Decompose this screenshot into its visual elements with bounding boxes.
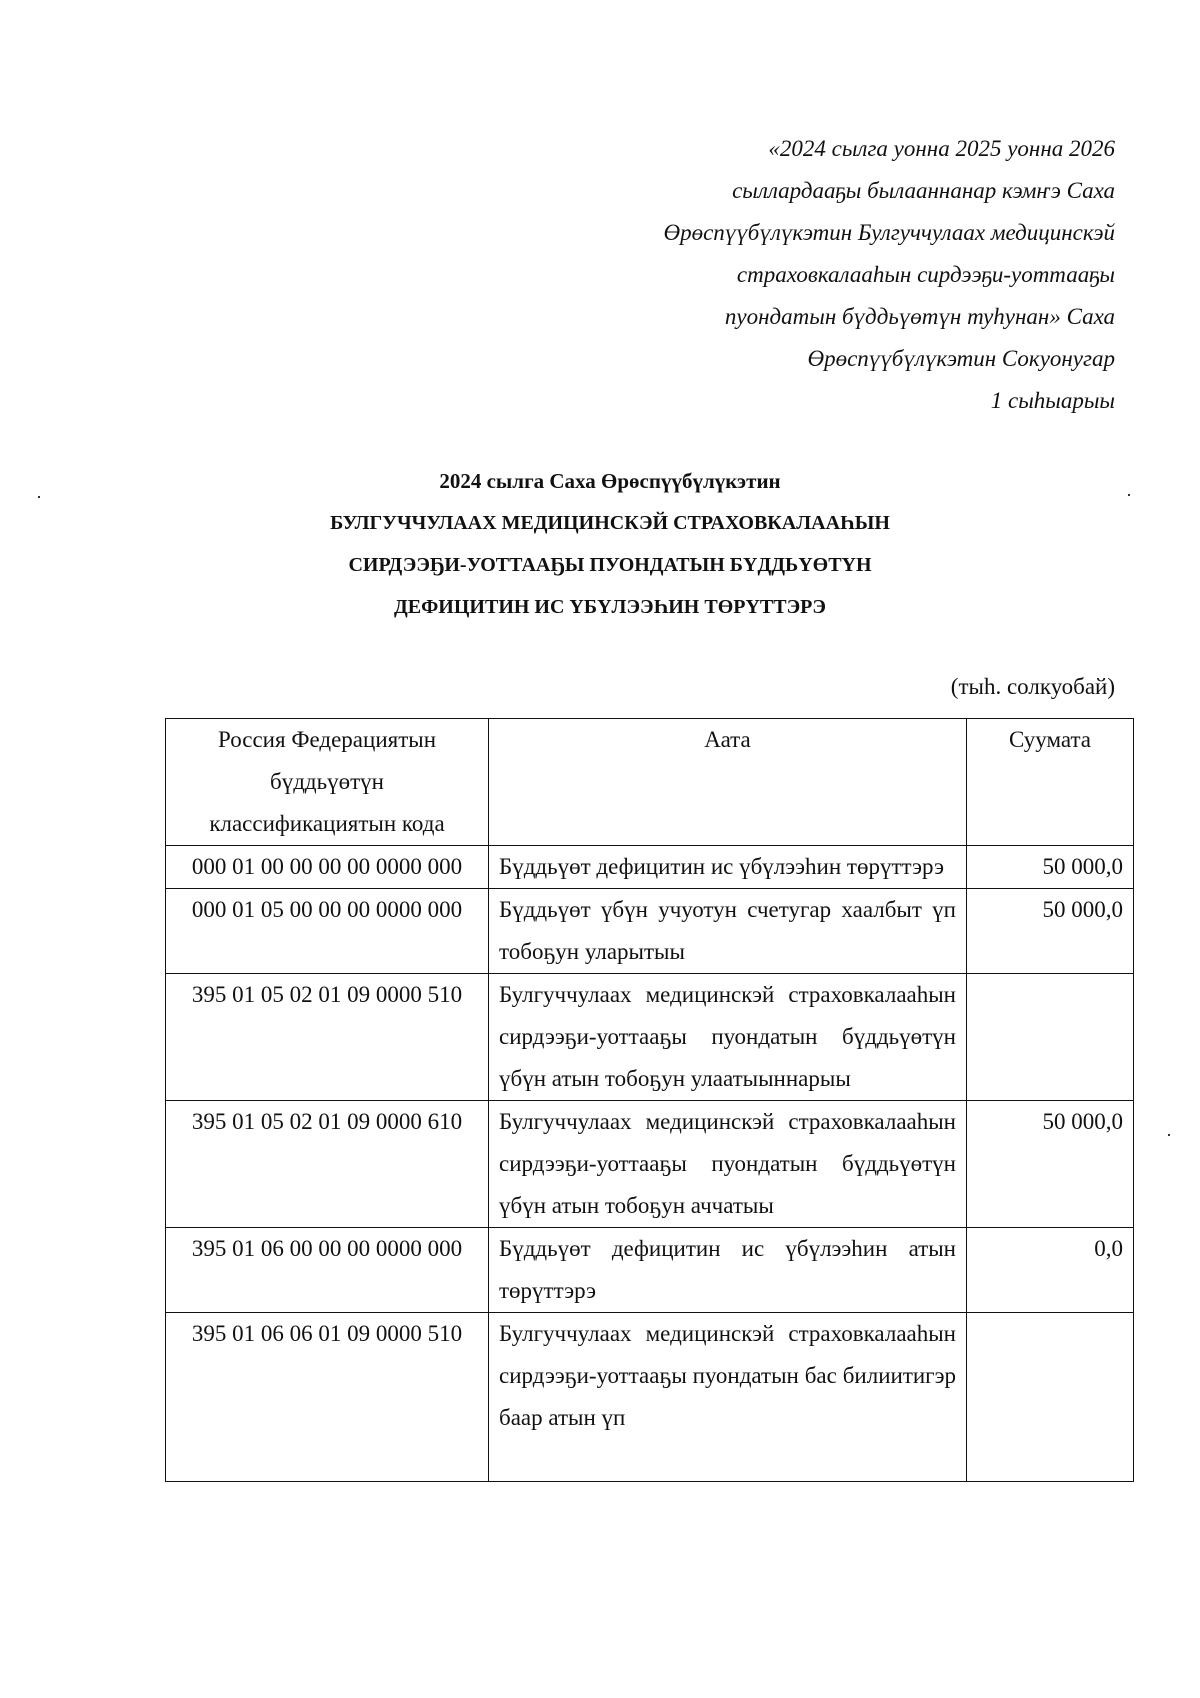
table-header-row bbox=[166, 719, 1134, 846]
table-row bbox=[166, 1228, 1134, 1313]
row-sum bbox=[967, 1313, 1134, 1482]
row-name: Булгуччулаах медицинскэй страховкалааһын сирдээҕи-уоттааҕы пуондатын бүддьүөтүн үбүн атын тобоҕун улаатыыннарыы bbox=[489, 974, 967, 1101]
table-row bbox=[166, 846, 1134, 889]
row-sum bbox=[967, 974, 1134, 1101]
row-name: Булгуччулаах медицинскэй страховкалааһын сирдээҕи-уоттааҕы пуондатын бас билиитигэр баар атын үп bbox=[489, 1313, 967, 1482]
row-name: Бүддьүөт дефицитин ис үбүлээһин атын төрүттэрэ bbox=[489, 1228, 967, 1313]
table-row bbox=[166, 1101, 1134, 1228]
table-row bbox=[166, 889, 1134, 974]
table-row bbox=[166, 974, 1134, 1101]
annex-line: страховкалааһын сирдээҕи-уоттааҕы bbox=[736, 262, 1115, 287]
title-line: 2024 сылга Саха Өрөспүүбүлүкэтин bbox=[439, 469, 781, 493]
title-line: ДЕФИЦИТИН ИС ҮБҮЛЭЭҺИН ТӨРҮТТЭРЭ bbox=[394, 596, 826, 618]
annex-line: сыллардааҕы былааннанар кэмҥэ Саха bbox=[732, 178, 1115, 203]
row-code: 395 01 06 00 00 00 0000 000 bbox=[166, 1228, 489, 1313]
annex-line: пуондатын бүддьүөтүн туһунан» Саха bbox=[724, 304, 1115, 329]
header-name: Аата bbox=[489, 719, 967, 846]
row-code: 000 01 05 00 00 00 0000 000 bbox=[166, 889, 489, 974]
annex-number: 1 сыһыарыы bbox=[990, 388, 1115, 413]
row-sum: 50 000,0 bbox=[967, 1101, 1134, 1228]
row-name: Бүддьүөт дефицитин ис үбүлээһин төрүттэрэ bbox=[489, 846, 967, 889]
annex-reference bbox=[560, 128, 1115, 422]
row-sum: 50 000,0 bbox=[967, 846, 1134, 889]
row-name: Булгуччулаах медицинскэй страховкалааһын сирдээҕи-уоттааҕы пуондатын бүддьүөтүн үбүн атын тобоҕун аччатыы bbox=[489, 1101, 967, 1228]
row-code: 395 01 05 02 01 09 0000 610 bbox=[166, 1101, 489, 1228]
scan-speck bbox=[1128, 494, 1130, 496]
annex-line: «2024 сылга уонна 2025 уонна 2026 bbox=[768, 136, 1115, 161]
title-line: СИРДЭЭҔИ-УОТТААҔЫ ПУОНДАТЫН БҮДДЬҮӨТҮН bbox=[348, 554, 872, 576]
header-sum: Суумата bbox=[967, 719, 1134, 846]
title-line: БУЛГУЧЧУЛААХ МЕДИЦИНСКЭЙ СТРАХОВКАЛААҺЫН bbox=[330, 512, 890, 534]
scan-speck bbox=[38, 496, 40, 498]
header-code: Россия Федерациятын бүддьүөтүн классификациятын кода bbox=[166, 719, 489, 846]
annex-line: Өрөспүүбүлүкэтин Булгуччулаах медицинскэй bbox=[663, 220, 1115, 245]
scan-speck bbox=[1168, 1134, 1170, 1136]
document-title bbox=[150, 460, 1070, 628]
budget-table bbox=[165, 718, 1134, 1482]
row-code: 000 01 00 00 00 00 0000 000 bbox=[166, 846, 489, 889]
table-row bbox=[166, 1313, 1134, 1482]
row-name: Бүддьүөт үбүн учуотун счетугар хаалбыт үп тобоҕун уларытыы bbox=[489, 889, 967, 974]
row-code: 395 01 05 02 01 09 0000 510 bbox=[166, 974, 489, 1101]
units-note: (тыһ. солкуобай) bbox=[950, 674, 1115, 699]
row-code: 395 01 06 06 01 09 0000 510 bbox=[166, 1313, 489, 1482]
row-sum: 50 000,0 bbox=[967, 889, 1134, 974]
annex-line: Өрөспүүбүлүкэтин Сокуонугар bbox=[807, 346, 1115, 371]
row-sum: 0,0 bbox=[967, 1228, 1134, 1313]
